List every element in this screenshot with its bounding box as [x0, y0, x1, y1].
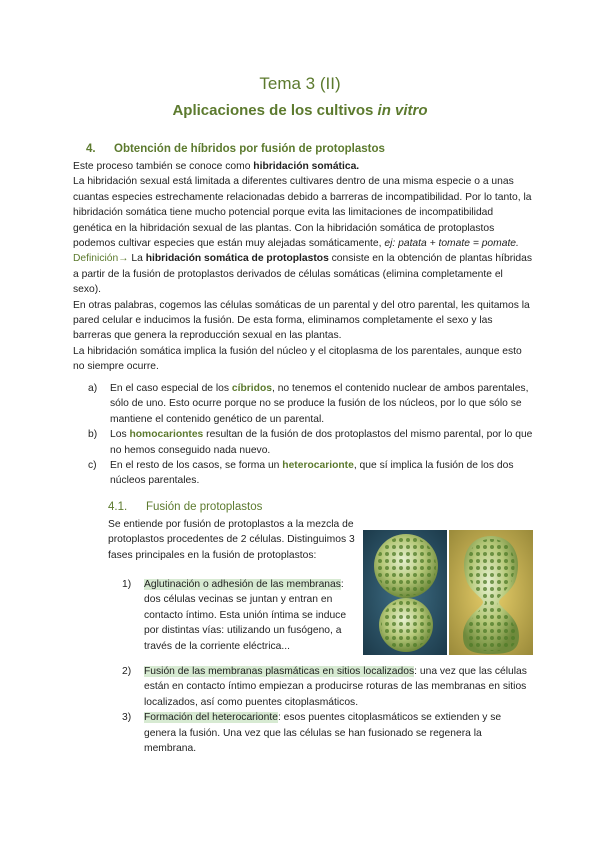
- paragraph-other-words: En otras palabras, cogemos las células somáticas de un parental y del otro parental, les quitamos la pared celular e inducimos la fusión. De esta forma, eliminamos completamente el sexo y las barreras que genera la reproducción sexual en las plantas.: [73, 299, 530, 342]
- paragraph-intro: [73, 159, 533, 174]
- bold-term: hibridación somática de protoplastos: [145, 253, 329, 265]
- text: , que sí implica la fusión de los dos núcleos parentales.: [110, 460, 514, 487]
- list-item: [122, 577, 347, 654]
- subtitle-italic: in vitro: [377, 102, 428, 119]
- list-item: [88, 427, 533, 458]
- page-title: Tema 3 (II): [259, 74, 341, 93]
- green-term: heterocarionte: [282, 460, 354, 472]
- list-marker: 2): [122, 666, 132, 677]
- text: En el caso especial de los: [110, 383, 232, 394]
- text: Los: [110, 429, 130, 441]
- text: resultan de la fusión de dos protoplastos del mismo parental, por lo que no hemos conseguido nada nuevo.: [110, 429, 533, 456]
- text: La: [128, 253, 146, 265]
- list-marker: a): [88, 383, 98, 394]
- section-number: 4.: [86, 143, 96, 155]
- text: consiste en la obtención de plantas híbridas a partir de la fusión de protoplastos derivados de células somáticas (elimina completamente el sexo).: [73, 253, 533, 296]
- paragraph-sexual-hybridization: [73, 174, 533, 251]
- paragraph-fusion: La hibridación somática implica la fusión del núcleo y el citoplasma de los parentales, aunque esto no siempre ocurre.: [73, 345, 522, 373]
- text: Este proceso también se conoce como: [73, 161, 254, 172]
- list-marker: 1): [122, 579, 132, 590]
- section-4-body: [73, 159, 533, 375]
- text: En el resto de los casos, se forma un: [110, 460, 283, 472]
- section-4-heading: [86, 143, 385, 155]
- section-number: 4.1.: [108, 501, 128, 513]
- subtitle-text: Aplicaciones de los cultivos: [172, 102, 378, 119]
- hybrid-types-list: [88, 381, 533, 489]
- list-marker: b): [88, 429, 98, 441]
- protoplast-fusion-micrograph: [363, 530, 533, 655]
- section-title: Obtención de híbridos por fusión de protoplastos: [114, 143, 385, 155]
- section-4-1-heading: [108, 501, 262, 513]
- list-marker: c): [88, 460, 97, 472]
- green-term: cíbridos: [231, 383, 272, 394]
- text: , no tenemos el contenido nuclear de ambos parentales, sólo de uno. Esto ocurre porque no se produce la fusión de los núcleos, por lo que sólo se mantiene el contenido genético de un parental.: [110, 383, 529, 425]
- section-title: Fusión de protoplastos: [146, 501, 263, 513]
- text: : dos células vecinas se juntan y entran en contacto íntimo. Esta unión íntima se induce por distintas vías: utilizando un fusógeno, a través de la corriente eléctrica...: [144, 579, 347, 652]
- text: La hibridación sexual está limitada a diferentes cultivares dentro de una misma especie o a unas cuantas especies estrechamente relacionadas debido a barreras de incompatibilidad. Por lo tanto, la hibridación somática tiene mucho potencial porque evita las limitaciones de incompatibilidad genética en la hibridación sexual de las plantas. Con la hibridación somática de protoplastos podemos cultivar especies que están muy alejadas somáticamente,: [73, 176, 532, 250]
- green-term: homocariontes: [129, 429, 204, 441]
- list-item: [122, 710, 534, 756]
- text: : esos puentes citoplasmáticos se extienden y se genera la fusión. Una vez que las células se han fusionado se regenera la membrana.: [144, 712, 502, 755]
- list-item: [88, 381, 533, 427]
- definition-label: Definición→: [73, 253, 129, 265]
- list-item: [122, 664, 534, 710]
- highlighted-term: Formación del heterocarionte: [144, 712, 278, 724]
- fusion-steps-list-2: [122, 664, 534, 756]
- section-4-1-intro: Se entiende por fusión de protoplastos a la mezcla de protoplastos procedentes de 2 células. Distinguimos 3 fases principales en la fusión de protoplastos:: [108, 519, 355, 561]
- bold-term: hibridación somática.: [253, 161, 360, 172]
- text: : una vez que las células están en contacto íntimo empiezan a producirse roturas de las membranas en sitios localizados, así como puentes citoplasmáticos.: [144, 666, 527, 708]
- paragraph-definition: [73, 251, 533, 297]
- fusion-steps-list-1: [122, 577, 347, 654]
- example-text: ej: patata + tomate = pomate.: [384, 238, 519, 250]
- page-subtitle: [0, 102, 600, 119]
- list-item: [88, 458, 533, 489]
- highlighted-term: Fusión de las membranas plasmáticas en sitios localizados: [144, 666, 415, 677]
- highlighted-term: Aglutinación o adhesión de las membranas: [144, 579, 341, 590]
- list-marker: 3): [122, 712, 132, 724]
